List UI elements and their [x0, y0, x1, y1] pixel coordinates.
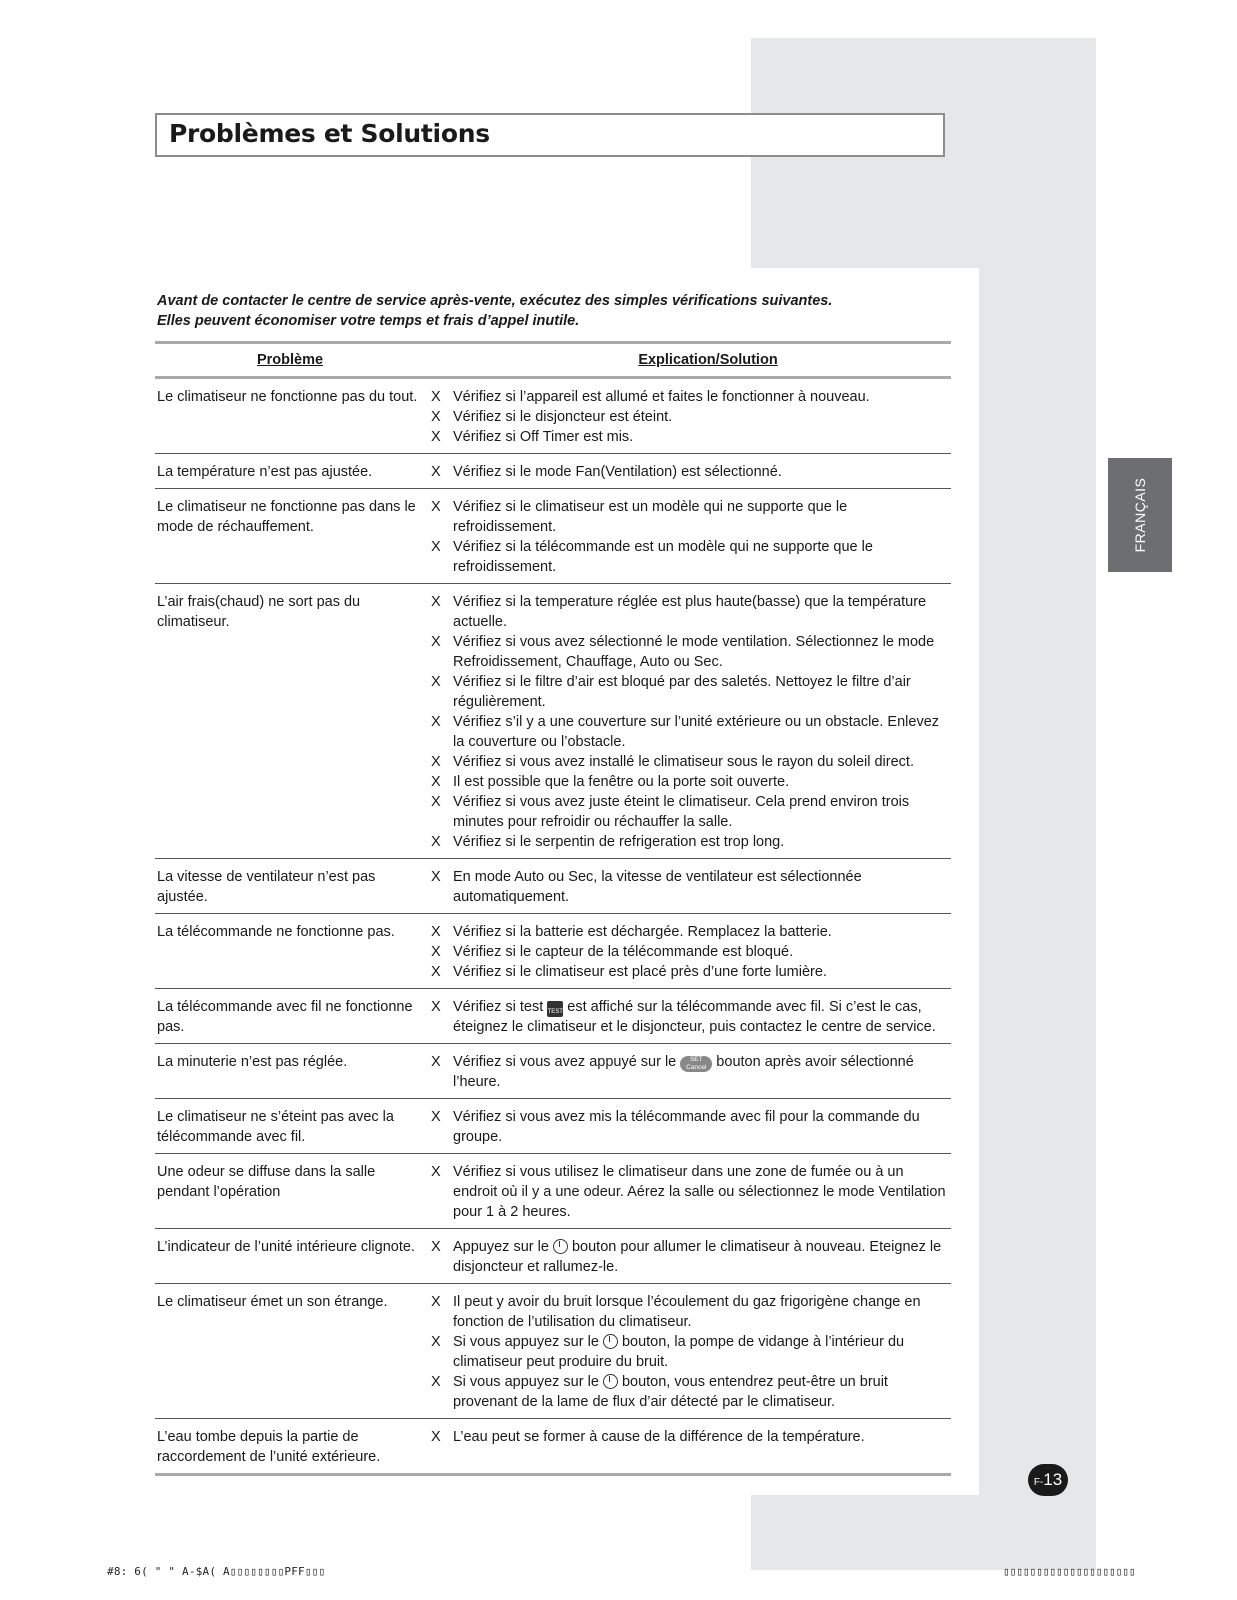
problem-cell: Le climatiseur émet un son étrange. — [157, 1294, 388, 1310]
solution-text — [453, 462, 951, 482]
bullet-x: X — [431, 409, 441, 425]
solution-item — [427, 792, 951, 832]
solution-text — [453, 752, 951, 772]
table-row — [155, 1154, 951, 1229]
solution-item — [427, 407, 951, 427]
bullet-x: X — [431, 539, 441, 555]
cancel-label: Cancel — [686, 1064, 707, 1071]
table-header — [155, 341, 951, 379]
solution-item — [427, 997, 951, 1037]
bullet-x: X — [431, 924, 441, 940]
solution-item — [427, 1292, 951, 1332]
bullet-x: X — [431, 964, 441, 980]
solution-text-part: Vérifiez si le climatiseur est placé près d’une forte lumière. — [453, 964, 827, 980]
problem-cell: L’air frais(chaud) ne sort pas du climatiseur. — [157, 594, 361, 630]
bullet-x: X — [431, 1239, 441, 1255]
power-icon — [603, 1374, 618, 1389]
bullet-x: X — [431, 1429, 441, 1445]
set-label: SET — [689, 1056, 703, 1063]
solution-text — [453, 792, 951, 832]
problem-cell: L’indicateur de l’unité intérieure clignote. — [157, 1239, 415, 1255]
solution-text-part: Vérifiez si Off Timer est mis. — [453, 429, 634, 445]
solution-text — [453, 997, 951, 1037]
bullet-x: X — [431, 429, 441, 445]
table-row — [155, 1419, 951, 1476]
table-row — [155, 1099, 951, 1154]
solution-cell — [427, 592, 951, 852]
table-row — [155, 859, 951, 914]
solution-item — [427, 832, 951, 852]
intro-line-2: Elles peuvent économiser votre temps et frais d’appel inutile. — [157, 313, 580, 329]
solution-item — [427, 1372, 951, 1412]
solution-item — [427, 672, 951, 712]
bullet-x: X — [431, 1334, 441, 1350]
solution-cell — [427, 1162, 951, 1222]
solution-cell — [427, 997, 951, 1037]
solution-text-part: Vérifiez si le capteur de la télécommande est bloqué. — [453, 944, 794, 960]
solution-item — [427, 632, 951, 672]
table-row — [155, 1229, 951, 1284]
solution-item — [427, 1427, 951, 1447]
solution-cell — [427, 387, 951, 447]
bullet-x: X — [431, 794, 441, 810]
problem-cell: La télécommande avec fil ne fonctionne pas. — [157, 999, 413, 1035]
solution-text-part: Si vous appuyez sur le — [453, 1374, 603, 1390]
solution-item — [427, 427, 951, 447]
solution-text-part: bouton après avoir sélectionné l’heure. — [453, 1054, 914, 1090]
solution-text — [453, 632, 951, 672]
solution-text-part: En mode Auto ou Sec, la vitesse de ventilateur est sélectionnée automatiquement. — [453, 869, 862, 905]
solution-text — [453, 407, 951, 427]
solution-item — [427, 752, 951, 772]
problem-cell: La vitesse de ventilateur n’est pas ajustée. — [157, 869, 376, 905]
set-cancel-icon — [680, 1056, 712, 1072]
table-row — [155, 989, 951, 1044]
language-label: FRANÇAIS — [1132, 477, 1148, 553]
table-row — [155, 379, 951, 454]
solution-cell — [427, 1237, 951, 1277]
problem-cell: La télécommande ne fonctionne pas. — [157, 924, 395, 940]
power-icon — [553, 1239, 568, 1254]
solution-text — [453, 1052, 951, 1092]
solution-item — [427, 962, 951, 982]
solution-text — [453, 962, 951, 982]
test-icon: TEST — [547, 1001, 563, 1017]
bullet-x: X — [431, 1374, 441, 1390]
bullet-x: X — [431, 1054, 441, 1070]
solution-text — [453, 497, 951, 537]
page-number-prefix: F- — [1033, 1477, 1044, 1488]
bullet-x: X — [431, 499, 441, 515]
solution-text-part: Appuyez sur le — [453, 1239, 553, 1255]
solution-text — [453, 867, 951, 907]
background-panel-side — [979, 268, 1096, 1570]
solution-item — [427, 387, 951, 407]
solution-text-part: Vérifiez si test — [453, 999, 548, 1015]
bullet-x: X — [431, 999, 441, 1015]
solution-text — [453, 537, 951, 577]
solution-cell — [427, 867, 951, 907]
solution-item — [427, 942, 951, 962]
bullet-x: X — [431, 944, 441, 960]
bullet-x: X — [431, 834, 441, 850]
solution-text-part: Vérifiez s’il y a une couverture sur l’unité extérieure ou un obstacle. Enlevez la couverture ou l’obstacle. — [453, 714, 940, 750]
solution-text-part: Vérifiez si la temperature réglée est plus haute(basse) que la température actuelle. — [453, 594, 927, 630]
solution-text — [453, 922, 951, 942]
solution-cell — [427, 1052, 951, 1092]
solution-text — [453, 772, 951, 792]
header-solution: Explication/Solution — [638, 352, 778, 368]
intro-line-1: Avant de contacter le centre de service après-vente, exécutez des simples vérifications suivantes. — [157, 293, 833, 309]
solution-text — [453, 1427, 951, 1447]
solution-item — [427, 592, 951, 632]
solution-text-part: Vérifiez si vous avez sélectionné le mode ventilation. Sélectionnez le mode Refroidissement, Chauffage, Auto ou Sec. — [453, 634, 935, 670]
footer-left: #8: 6( " " A-$A( A▯▯▯▯▯▯▯▯PFF▯▯▯ — [107, 1565, 326, 1578]
solution-cell — [427, 497, 951, 577]
solution-text-part: Vérifiez si le filtre d’air est bloqué par des saletés. Nettoyez le filtre d’air régulièrement. — [453, 674, 911, 710]
footer-right: ▯▯▯▯▯▯▯▯▯▯▯▯▯▯▯▯▯▯▯▯ — [1003, 1565, 1136, 1578]
bullet-x: X — [431, 1164, 441, 1180]
solution-text — [453, 592, 951, 632]
bullet-x: X — [431, 869, 441, 885]
page-number — [1028, 1464, 1068, 1496]
solution-text-part: bouton pour allumer le climatiseur à nouveau. Eteignez le disjoncteur et rallumez-le. — [453, 1239, 942, 1275]
problem-cell: Le climatiseur ne s’éteint pas avec la télécommande avec fil. — [157, 1109, 394, 1145]
bullet-x: X — [431, 1294, 441, 1310]
solution-text — [453, 1237, 951, 1277]
solution-text — [453, 1107, 951, 1147]
solution-cell — [427, 1107, 951, 1147]
solution-text — [453, 942, 951, 962]
intro-text — [157, 291, 957, 331]
solution-cell — [427, 1427, 951, 1467]
background-panel-bottom — [751, 1495, 1096, 1570]
solution-text-part: Vérifiez si l’appareil est allumé et faites le fonctionner à nouveau. — [453, 389, 870, 405]
bullet-x: X — [431, 754, 441, 770]
solution-text-part: Vérifiez si vous avez appuyé sur le — [453, 1054, 681, 1070]
solution-item — [427, 712, 951, 752]
solution-item — [427, 1162, 951, 1222]
solution-text-part: bouton, vous entendrez peut-être un bruit provenant de la lame de flux d’air détecté par le climatiseur. — [453, 1374, 888, 1410]
solution-text — [453, 1332, 951, 1372]
problem-cell: La température n’est pas ajustée. — [157, 464, 373, 480]
table-row — [155, 914, 951, 989]
bullet-x: X — [431, 1109, 441, 1125]
solution-text-part: Vérifiez si vous utilisez le climatiseur dans une zone de fumée ou à un endroit où il y a une odeur. Aérez la salle ou sélectionnez le mode Ventilation pour 1 à 2 heures. — [453, 1164, 946, 1220]
solution-text-part: Vérifiez si la batterie est déchargée. Remplacez la batterie. — [453, 924, 832, 940]
solution-text — [453, 1292, 951, 1332]
bullet-x: X — [431, 634, 441, 650]
solution-text-part: Vérifiez si vous avez installé le climatiseur sous le rayon du soleil direct. — [453, 754, 914, 770]
bullet-x: X — [431, 594, 441, 610]
table-row — [155, 454, 951, 489]
bullet-x: X — [431, 714, 441, 730]
solution-item — [427, 537, 951, 577]
solution-item — [427, 497, 951, 537]
problem-cell: L’eau tombe depuis la partie de raccordement de l’unité extérieure. — [157, 1429, 381, 1465]
table-row — [155, 584, 951, 859]
solution-text-part: Vérifiez si vous avez juste éteint le climatiseur. Cela prend environ trois minutes pour refroidir ou réchauffer la salle. — [453, 794, 910, 830]
solution-text-part: Vérifiez si le mode Fan(Ventilation) est sélectionné. — [453, 464, 782, 480]
solution-item — [427, 1237, 951, 1277]
solution-item — [427, 462, 951, 482]
solution-text-part: Si vous appuyez sur le — [453, 1334, 603, 1350]
solution-text-part: Vérifiez si le disjoncteur est éteint. — [453, 409, 673, 425]
troubleshooting-table — [155, 341, 951, 1476]
bullet-x: X — [431, 389, 441, 405]
solution-item — [427, 1107, 951, 1147]
solution-text-part: L’eau peut se former à cause de la différence de la température. — [453, 1429, 865, 1445]
solution-cell — [427, 462, 951, 482]
solution-item — [427, 772, 951, 792]
solution-item — [427, 1052, 951, 1092]
table-row — [155, 1284, 951, 1419]
solution-text — [453, 1372, 951, 1412]
bullet-x: X — [431, 464, 441, 480]
solution-text-part: est affiché sur la télécommande avec fil. Si c’est le cas, éteignez le climatiseur et le disjoncteur, puis contactez le centre de service. — [453, 999, 936, 1035]
table-row — [155, 1044, 951, 1099]
solution-text — [453, 387, 951, 407]
solution-text-part: Vérifiez si le climatiseur est un modèle qui ne supporte que le refroidissement. — [453, 499, 848, 535]
solution-item — [427, 1332, 951, 1372]
solution-text — [453, 1162, 951, 1222]
problem-cell: La minuterie n’est pas réglée. — [157, 1054, 348, 1070]
solution-text — [453, 427, 951, 447]
solution-text-part: Vérifiez si vous avez mis la télécommande avec fil pour la commande du groupe. — [453, 1109, 920, 1145]
problem-cell: Le climatiseur ne fonctionne pas dans le mode de réchauffement. — [157, 499, 416, 535]
solution-text — [453, 832, 951, 852]
header-problem: Problème — [256, 352, 324, 368]
solution-text-part: bouton, la pompe de vidange à l’intérieur du climatiseur peut produire du bruit. — [453, 1334, 905, 1370]
solution-text — [453, 712, 951, 752]
solution-cell — [427, 922, 951, 982]
table-row — [155, 489, 951, 584]
page-number-value: 13 — [1043, 1470, 1063, 1489]
solution-item — [427, 867, 951, 907]
problem-cell: Une odeur se diffuse dans la salle pendant l’opération — [157, 1164, 376, 1200]
problem-cell: Le climatiseur ne fonctionne pas du tout. — [157, 389, 418, 405]
title-box — [155, 113, 945, 157]
solution-cell — [427, 1292, 951, 1412]
solution-text-part: Il peut y avoir du bruit lorsque l’écoulement du gaz frigorigène change en fonction de l’utilisation du climatiseur. — [453, 1294, 921, 1330]
power-icon — [603, 1334, 618, 1349]
solution-text-part: Il est possible que la fenêtre ou la porte soit ouverte. — [453, 774, 790, 790]
solution-text — [453, 672, 951, 712]
language-tab — [1108, 458, 1172, 572]
solution-text-part: Vérifiez si la télécommande est un modèle qui ne supporte que le refroidissement. — [453, 539, 873, 575]
solution-text-part: Vérifiez si le serpentin de refrigeration est trop long. — [453, 834, 785, 850]
bullet-x: X — [431, 674, 441, 690]
page-title: Problèmes et Solutions — [169, 119, 490, 148]
bullet-x: X — [431, 774, 441, 790]
solution-item — [427, 922, 951, 942]
